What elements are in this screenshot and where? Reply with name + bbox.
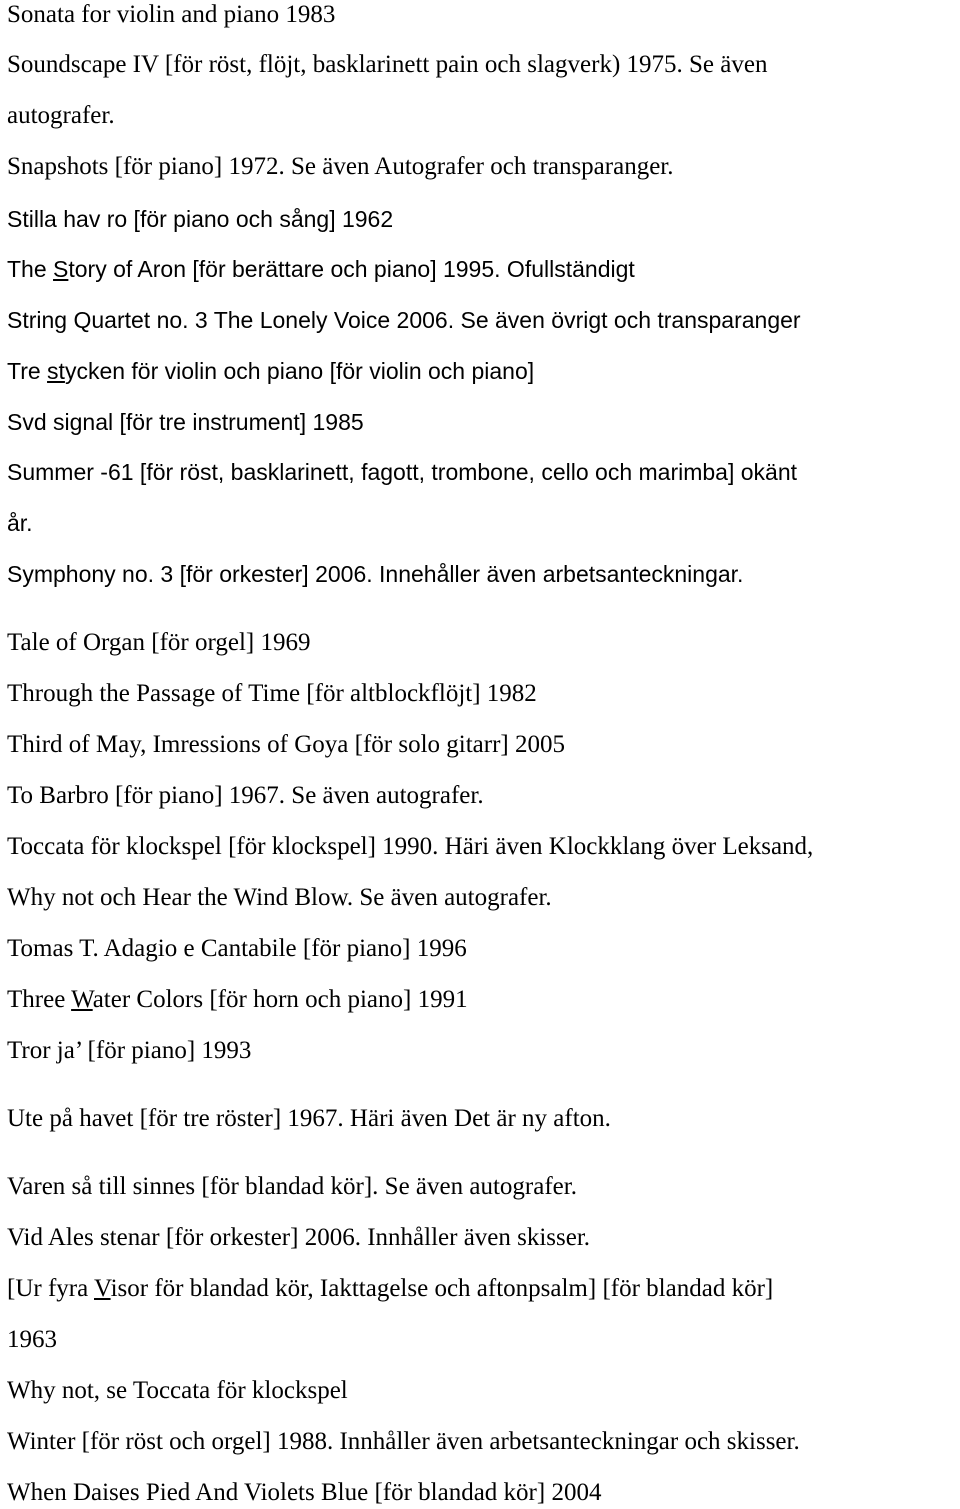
entry-snapshots: Snapshots [för piano] 1972. Se även Autografer och transparanger. — [7, 153, 674, 180]
entry-toccata-klockspel-continued: Why not och Hear the Wind Blow. Se även autografer. — [7, 884, 552, 911]
entry-ur-fyra-visor-continued: 1963 — [7, 1326, 57, 1353]
entry-soundscape-iv-continued: autografer. — [7, 102, 115, 129]
entry-passage-of-time: Through the Passage of Time [för altblockflöjt] 1982 — [7, 680, 537, 707]
entry-when-daises-pied: When Daises Pied And Violets Blue [för blandad kör] 2004 — [7, 1479, 602, 1506]
entry-three-water-colors: Three Water Colors [för horn och piano] 1991 — [7, 986, 468, 1013]
entry-story-of-aron: The Story of Aron [för berättare och piano] 1995. Ofullständigt — [7, 256, 635, 282]
entry-third-of-may: Third of May, Imressions of Goya [för solo gitarr] 2005 — [7, 731, 565, 758]
entry-ur-fyra-visor: [Ur fyra Visor för blandad kör, Iakttagelse och aftonpsalm] [för blandad kör] — [7, 1275, 774, 1302]
entry-tre-stycken: Tre stycken för violin och piano [för violin och piano] — [7, 358, 535, 384]
entry-tror-ja: Tror ja’ [för piano] 1993 — [7, 1037, 252, 1064]
entry-svd-signal: Svd signal [för tre instrument] 1985 — [7, 409, 364, 435]
entry-soundscape-iv: Soundscape IV [för röst, flöjt, basklarinett pain och slagverk) 1975. Se även — [7, 51, 768, 78]
entry-summer-61: Summer -61 [för röst, basklarinett, fagott, trombone, cello och marimba] okänt — [7, 459, 798, 485]
entry-toccata-klockspel: Toccata för klockspel [för klockspel] 1990. Häri även Klockklang över Leksand, — [7, 833, 814, 860]
entry-tale-of-organ: Tale of Organ [för orgel] 1969 — [7, 629, 311, 656]
entry-summer-61-continued: år. — [7, 510, 33, 536]
entry-string-quartet-3: String Quartet no. 3 The Lonely Voice 2006. Se även övrigt och transparanger — [7, 307, 801, 333]
entry-vid-ales-stenar: Vid Ales stenar [för orkester] 2006. Innhåller även skisser. — [7, 1224, 591, 1251]
entry-winter: Winter [för röst och orgel] 1988. Innhåller även arbetsanteckningar och skisser. — [7, 1428, 800, 1455]
entry-tomas-t: Tomas T. Adagio e Cantabile [för piano] 1996 — [7, 935, 467, 962]
entry-why-not: Why not, se Toccata för klockspel — [7, 1377, 348, 1404]
entry-to-barbro: To Barbro [för piano] 1967. Se även autografer. — [7, 782, 484, 809]
entry-sonata-violin-piano: Sonata for violin and piano 1983 — [7, 1, 336, 28]
entry-varen-sa-till-sinnes: Varen så till sinnes [för blandad kör]. Se även autografer. — [7, 1173, 577, 1200]
entry-stilla-hav-ro: Stilla hav ro [för piano och sång] 1962 — [7, 206, 394, 232]
entry-symphony-3: Symphony no. 3 [för orkester] 2006. Innehåller även arbetsanteckningar. — [7, 561, 744, 587]
entry-ute-pa-havet: Ute på havet [för tre röster] 1967. Häri även Det är ny afton. — [7, 1105, 611, 1132]
